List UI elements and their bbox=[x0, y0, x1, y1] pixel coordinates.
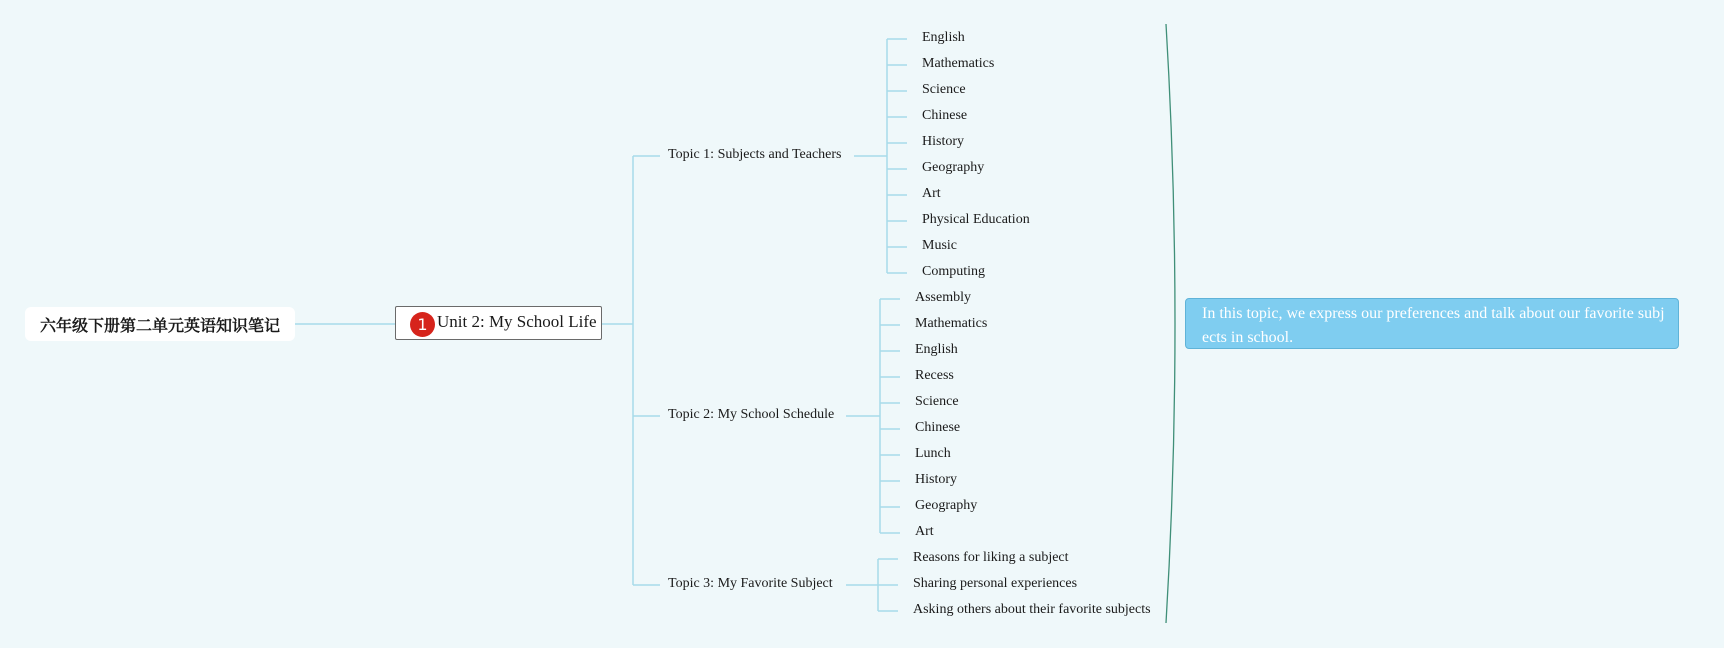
leaf-2-chinese[interactable]: Chinese bbox=[915, 420, 961, 435]
summary-bracket bbox=[1166, 24, 1175, 623]
leaf-1-music[interactable]: Music bbox=[922, 238, 957, 253]
leaf-2-assembly[interactable]: Assembly bbox=[915, 290, 971, 305]
leaf-2-science[interactable]: Science bbox=[915, 394, 959, 409]
summary-node[interactable] bbox=[1185, 298, 1679, 349]
leaf-1-history[interactable]: History bbox=[922, 134, 964, 149]
topic-node-1[interactable]: Topic 1: Subjects and Teachers bbox=[668, 147, 842, 162]
root-label: 六年级下册第二单元英语知识笔记 bbox=[39, 315, 280, 335]
topic-node-3[interactable]: Topic 3: My Favorite Subject bbox=[668, 576, 833, 591]
leaf-1-art[interactable]: Art bbox=[922, 186, 941, 201]
root-node[interactable] bbox=[25, 307, 295, 341]
leaf-1-chinese[interactable]: Chinese bbox=[922, 108, 968, 123]
unit-node[interactable] bbox=[395, 306, 602, 340]
leaf-3-reasons-for-liking-a-subject[interactable]: Reasons for liking a subject bbox=[913, 550, 1069, 565]
leaf-3-asking-others-about-their-favorite-subjects[interactable]: Asking others about their favorite subjects bbox=[913, 602, 1151, 617]
summary-text: In this topic, we express our preferences and talk about our favorite subjects in school. bbox=[1202, 305, 1665, 346]
leaf-1-english[interactable]: English bbox=[922, 30, 965, 45]
topic-node-2[interactable]: Topic 2: My School Schedule bbox=[668, 407, 835, 422]
unit-label: Unit 2: My School Life bbox=[437, 312, 597, 331]
leaf-2-mathematics[interactable]: Mathematics bbox=[915, 316, 988, 331]
leaf-1-computing[interactable]: Computing bbox=[922, 264, 986, 279]
leaf-1-mathematics[interactable]: Mathematics bbox=[922, 56, 995, 71]
leaf-2-english[interactable]: English bbox=[915, 342, 958, 357]
leaf-2-art[interactable]: Art bbox=[915, 524, 934, 539]
leaf-1-geography[interactable]: Geography bbox=[922, 160, 985, 175]
leaf-2-recess[interactable]: Recess bbox=[915, 368, 954, 383]
leaf-2-lunch[interactable]: Lunch bbox=[915, 446, 951, 461]
leaf-2-geography[interactable]: Geography bbox=[915, 498, 978, 513]
leaf-3-sharing-personal-experiences[interactable]: Sharing personal experiences bbox=[913, 576, 1078, 591]
leaf-1-physical-education[interactable]: Physical Education bbox=[922, 212, 1030, 227]
priority-badge-icon: 1 bbox=[410, 312, 435, 337]
leaf-2-history[interactable]: History bbox=[915, 472, 957, 487]
leaf-1-science[interactable]: Science bbox=[922, 82, 966, 97]
